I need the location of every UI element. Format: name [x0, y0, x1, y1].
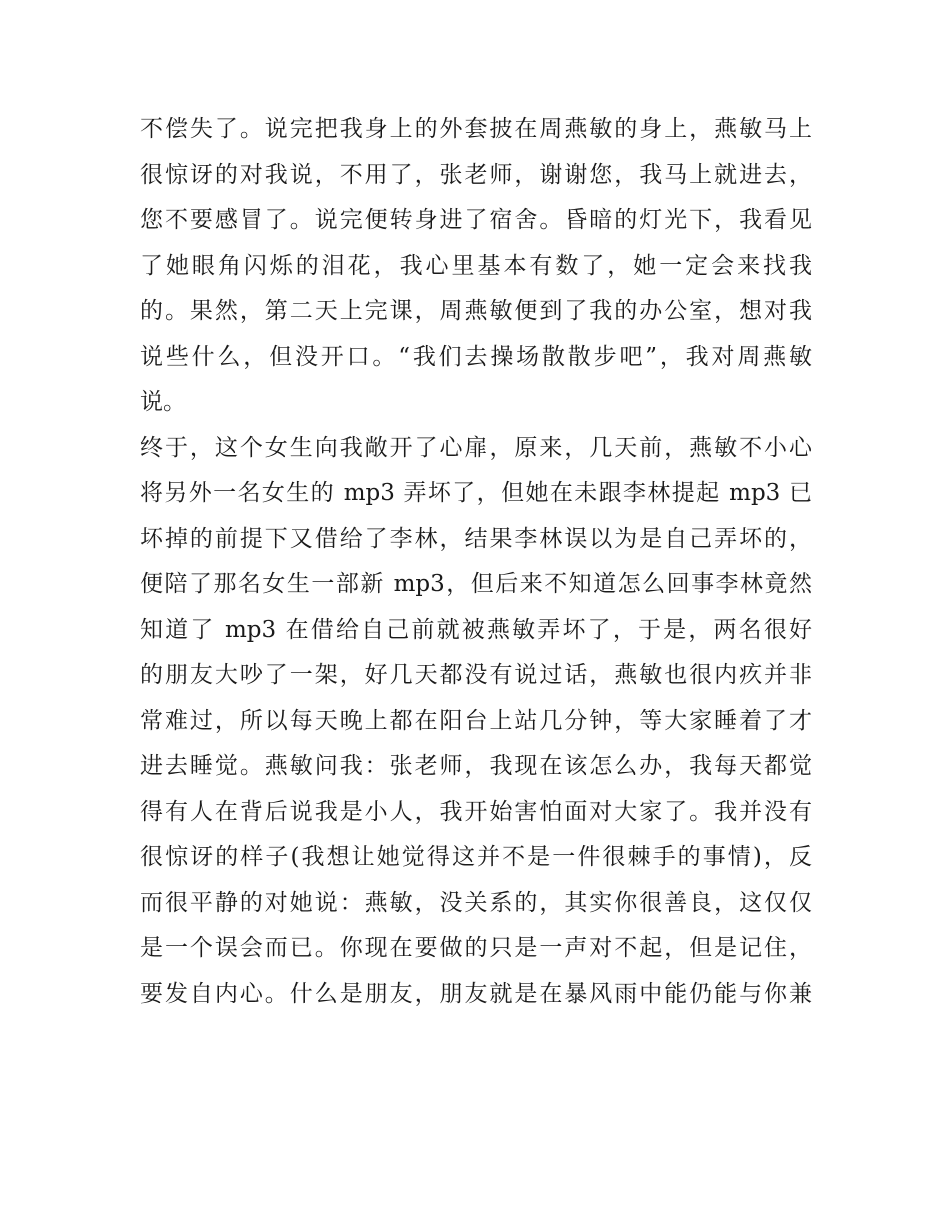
text-line: 要发自内心。什么是朋友，朋友就是在暴风雨中能仍能与你兼 [140, 980, 812, 1007]
text-line: 进去睡觉。燕敏问我：张老师，我现在该怎么办，我每天都觉 [140, 753, 812, 779]
text-line: 说些什么，但没开口。“我们去操场散散步吧”，我对周燕敏 [140, 343, 812, 370]
text-line: 不偿失了。说完把我身上的外套披在周燕敏的身上，燕敏马上 [140, 116, 812, 142]
text-line: 得有人在背后说我是小人，我开始害怕面对大家了。我并没有 [140, 798, 812, 825]
text-line: 的。果然，第二天上完课，周燕敏便到了我的办公室，想对我 [140, 298, 812, 324]
text-line: 很惊讶的样子(我想让她觉得这并不是一件很棘手的事情)，反 [140, 844, 812, 870]
text-line: 您不要感冒了。说完便转身进了宿舍。昏暗的灯光下，我看见 [140, 207, 812, 233]
text-line: 知道了 mp3 在借给自己前就被燕敏弄坏了，于是，两名很好 [140, 616, 812, 643]
text-line: 将另外一名女生的 mp3 弄坏了，但她在未跟李林提起 mp3 已 [140, 480, 812, 506]
text-line: 常难过，所以每天晚上都在阳台上站几分钟，等大家睡着了才 [140, 707, 812, 734]
text-line: 而很平静的对她说：燕敏，没关系的，其实你很善良，这仅仅 [140, 889, 812, 916]
text-line: 坏掉的前提下又借给了李林，结果李林误以为是自己弄坏的， [140, 525, 812, 552]
text-line: 便陪了那名女生一部新 mp3，但后来不知道怎么回事李林竟然 [140, 571, 812, 597]
text-line: 很惊讶的对我说，不用了，张老师，谢谢您，我马上就进去， [140, 161, 812, 188]
text-line: 说。 [140, 389, 186, 415]
text-line: 终于，这个女生向我敞开了心扉，原来，几天前，燕敏不小心 [140, 434, 812, 461]
text-line: 了她眼角闪烁的泪花，我心里基本有数了，她一定会来找我 [140, 252, 812, 279]
text-line: 的朋友大吵了一架，好几天都没有说过话，燕敏也很内疚并非 [140, 662, 812, 688]
body-text [140, 107, 812, 1017]
text-line: 是一个误会而已。你现在要做的只是一声对不起，但是记住， [140, 935, 812, 961]
